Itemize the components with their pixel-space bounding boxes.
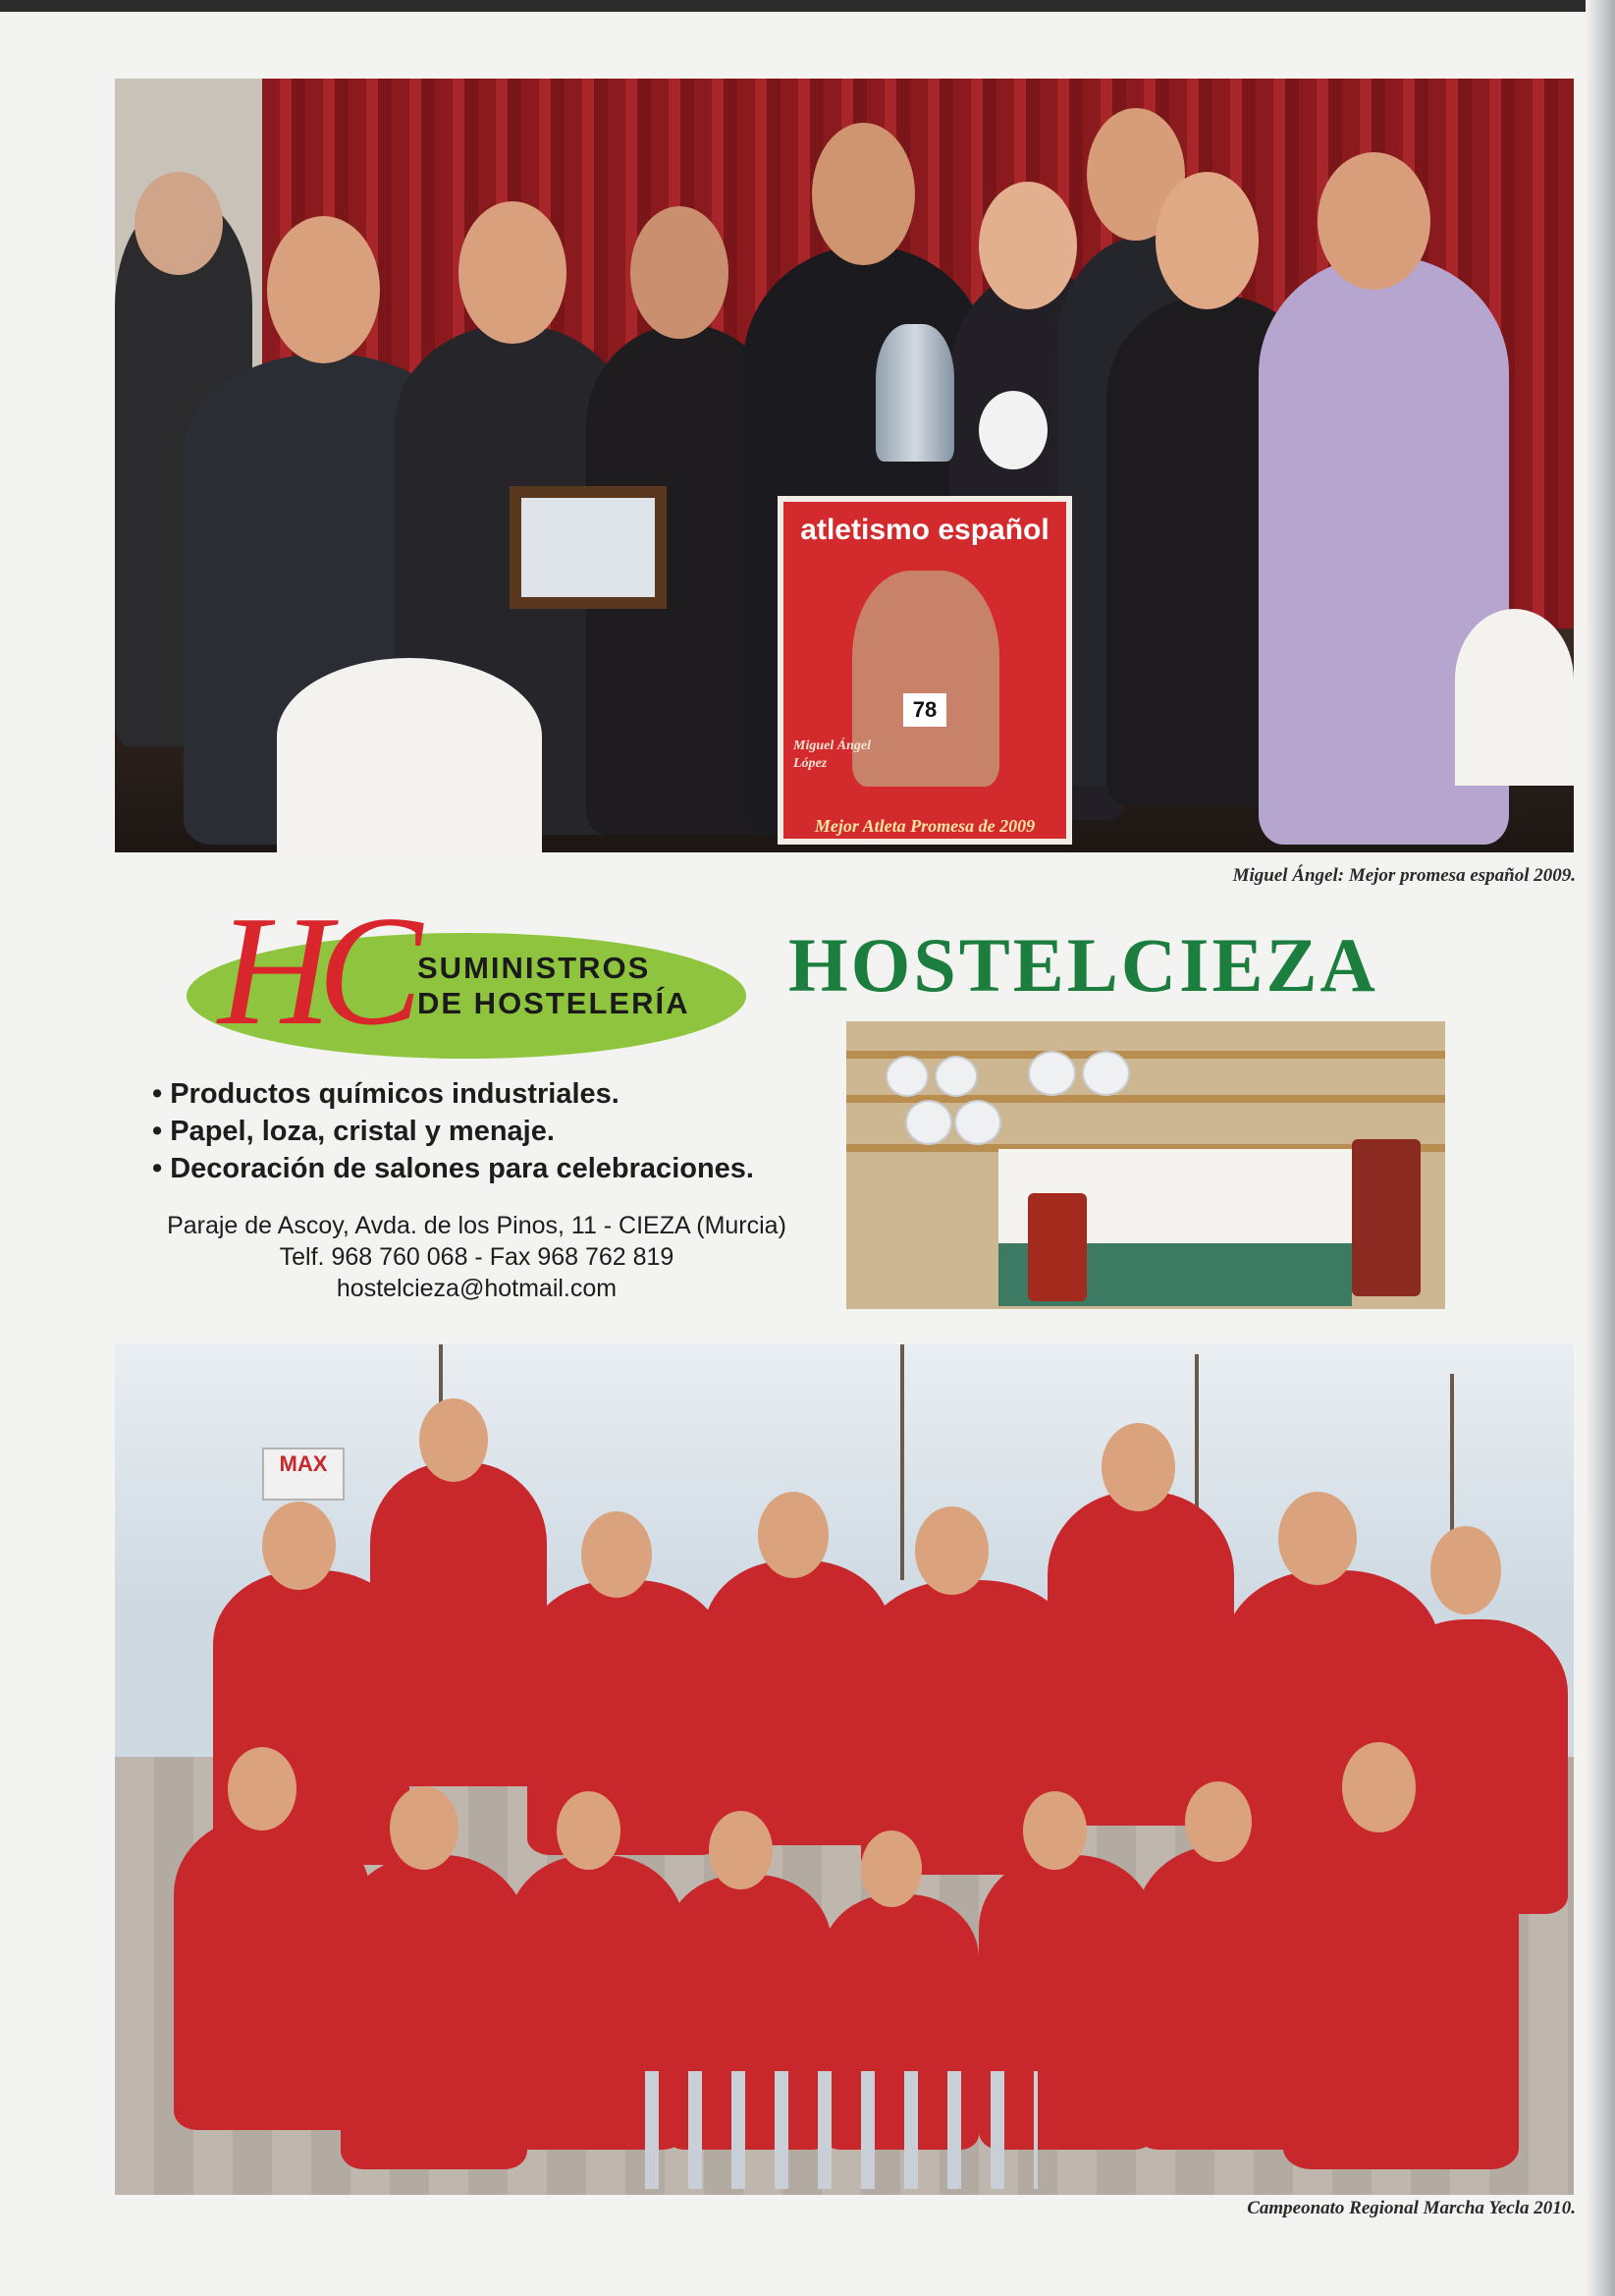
team-member-face — [1430, 1526, 1501, 1614]
list-item: • Papel, loza, cristal y menaje. — [152, 1113, 754, 1150]
team-member-face — [1102, 1423, 1175, 1511]
page-top-border — [0, 0, 1615, 12]
showroom-photo — [846, 1021, 1445, 1309]
table-cover — [1455, 609, 1574, 786]
poster-title: atletismo español — [800, 514, 1050, 546]
address: Paraje de Ascoy, Avda. de los Pinos, 11 - CIEZA (Murcia) — [167, 1212, 786, 1239]
award-plaque — [510, 486, 667, 609]
plates — [905, 1100, 952, 1145]
tree — [900, 1344, 904, 1580]
team-member-face — [228, 1747, 296, 1831]
person-head — [1156, 172, 1259, 309]
team-member — [527, 1580, 724, 1855]
team-member-face — [557, 1791, 620, 1870]
person-head — [1318, 152, 1430, 290]
list-item: • Productos químicos industriales. — [152, 1075, 754, 1113]
award-poster — [778, 496, 1072, 845]
plates — [1028, 1051, 1076, 1096]
team-member — [370, 1462, 547, 1786]
chair — [1352, 1139, 1421, 1296]
team-member — [1048, 1492, 1234, 1826]
poster-bib-number: 78 — [903, 693, 946, 727]
hc-logo: HC — [218, 883, 409, 1058]
team-member-face — [390, 1786, 458, 1870]
bottom-photo-caption: Campeonato Regional Marcha Yecla 2010. — [1247, 2198, 1576, 2218]
poster-footer: Mejor Atleta Promesa de 2009 — [814, 816, 1036, 836]
plates — [886, 1056, 929, 1097]
person-head — [135, 172, 223, 275]
services-list — [152, 1075, 754, 1187]
top-photo-caption: Miguel Ángel: Mejor promesa español 2009. — [1232, 865, 1576, 886]
person-head — [267, 216, 380, 363]
brand-name: HOSTELCIEZA — [788, 922, 1378, 1008]
chair — [1028, 1193, 1087, 1301]
plates — [1082, 1051, 1130, 1096]
team-member-face — [1342, 1742, 1416, 1832]
logo-subtitle — [417, 951, 689, 1021]
team-member-face — [915, 1506, 989, 1595]
person-head — [630, 206, 728, 339]
team-member-face — [758, 1492, 829, 1578]
chair-cover — [277, 658, 542, 852]
glass-trophy — [876, 324, 954, 462]
email: hostelcieza@hotmail.com — [336, 1275, 618, 1302]
poster-athlete-name: Miguel Ángel López — [793, 738, 871, 771]
award-ceremony-photo — [115, 79, 1574, 852]
mascot-toy — [979, 391, 1048, 469]
team-member — [341, 1855, 527, 2169]
team-member-face — [1278, 1492, 1357, 1585]
list-item: • Decoración de salones para celebraciones. — [152, 1150, 754, 1187]
person-head — [979, 182, 1077, 309]
team-member-face — [1023, 1791, 1087, 1870]
team-member-face — [581, 1511, 652, 1598]
team-member-face — [262, 1502, 336, 1590]
person-head — [458, 201, 566, 344]
logo-line-1: SUMINISTROS — [417, 951, 651, 985]
plates — [954, 1100, 1001, 1145]
logo-line-2: DE HOSTELERÍA — [417, 986, 690, 1020]
person-head — [812, 123, 915, 265]
team-member-face — [419, 1398, 488, 1482]
page-edge-shadow — [1586, 0, 1615, 2296]
team-member-face — [1185, 1781, 1252, 1862]
team-member-face — [709, 1811, 773, 1889]
plates — [935, 1056, 978, 1097]
team-member — [1283, 1816, 1519, 2169]
store-sign: MAX — [262, 1448, 345, 1501]
plaque-face — [521, 498, 655, 597]
team-photo — [115, 1344, 1574, 2195]
phone-fax: Telf. 968 760 068 - Fax 968 762 819 — [279, 1243, 674, 1271]
shelf — [846, 1051, 1445, 1059]
team-member-face — [861, 1831, 922, 1907]
trophies — [645, 2071, 1038, 2189]
contact-block — [126, 1210, 828, 1304]
